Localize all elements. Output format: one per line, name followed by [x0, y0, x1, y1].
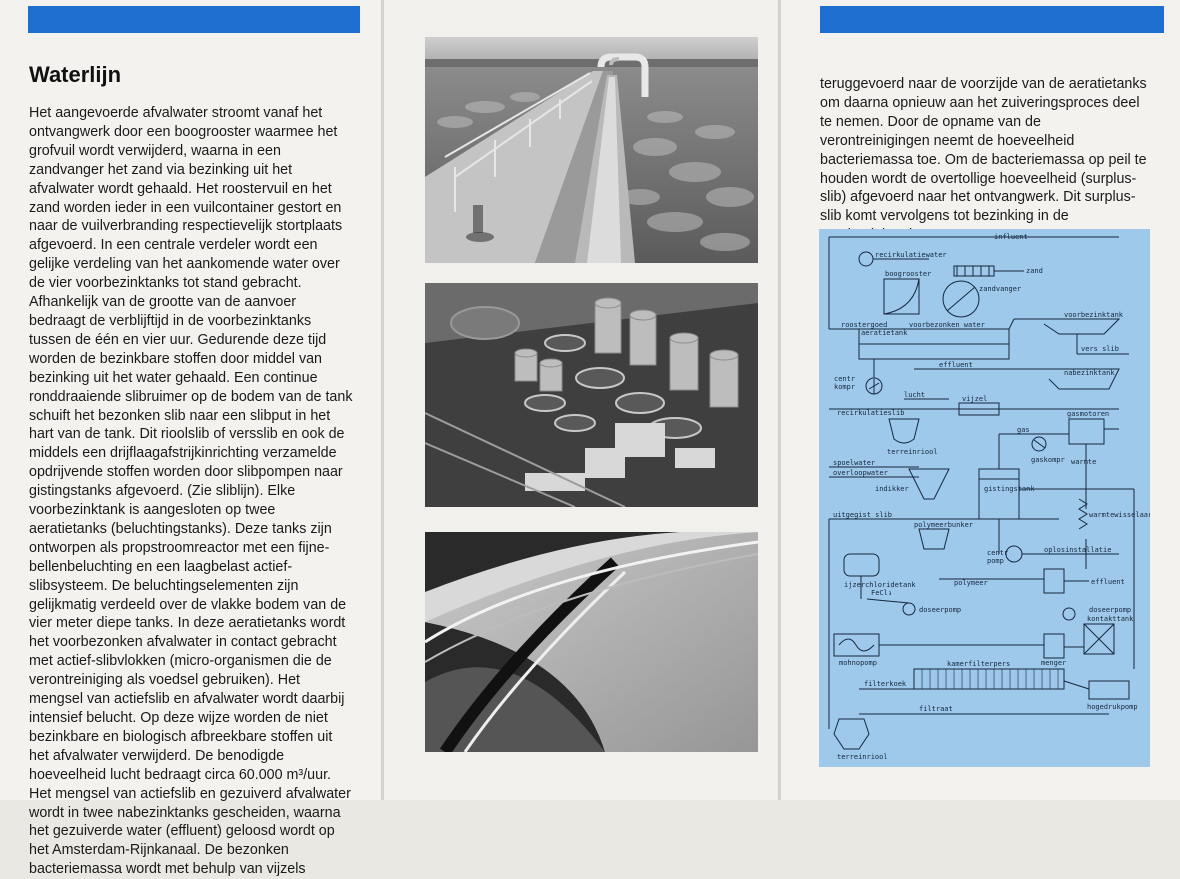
label-gas: gas [1017, 426, 1030, 434]
label-terreinriool2: terreinriool [837, 753, 888, 761]
label-kamerfilterpers: kamerfilterpers [947, 660, 1011, 668]
label-influent: influent [994, 233, 1028, 241]
left-panel [0, 0, 382, 878]
label-mohnopomp: mohnopomp [839, 659, 877, 667]
label-roostergoed: roostergoed [841, 321, 888, 329]
label-warmte: warmte [1071, 458, 1097, 466]
label-recirkulatieslib: recirkulatieslib [837, 409, 905, 417]
label-indikker: indikker [875, 485, 909, 493]
label-nabezinktank: nabezinktank [1064, 369, 1115, 377]
label-doseerpomp1: doseerpomp [919, 606, 962, 614]
label-effluent2: effluent [1091, 578, 1125, 586]
label-hogedrukpomp: hogedrukpomp [1087, 703, 1138, 711]
page-title: Waterlijn [29, 62, 122, 87]
label-centr-pomp: centr pomp [987, 549, 1009, 565]
label-gasmotoren: gasmotoren [1067, 410, 1110, 418]
label-warmtewisselaar: warmtewisselaar [1089, 511, 1150, 519]
label-polymeer: polymeer [954, 579, 988, 587]
label-aeratietank: aeratietank [861, 329, 908, 337]
label-centr-kompr: centr kompr [834, 375, 856, 391]
accent-bar [820, 6, 1164, 33]
label-recirkulatiewater: recirkulatiewater [875, 251, 947, 259]
body-text-right: teruggevoerd naar de voorzijde van de aeratietanks om daarna opnieuw aan het zuiveringsproces deel te nemen. Door de opname van de verontreinigingen neemt de hoeveelheid bacteriemassa toe. Om de bacteriemassa op peil te houden wordt de overtollige hoeveelheid (surplus- slib) afgevoerd naar het ontvangwerk. Dit surplus- slib komt vervolgens tot bezinking in de [820, 76, 1147, 225]
label-voorbezinktank: voorbezinktank [1064, 311, 1124, 319]
label-gaskompr: gaskompr [1031, 456, 1065, 464]
process-flow-diagram [819, 229, 1150, 767]
label-gistingstank: gistingstank [984, 485, 1035, 493]
label-ijzerchloridetank: ijzerchloridetank [844, 581, 916, 589]
photo-aerial-plant [425, 283, 758, 507]
photo-weir [425, 532, 758, 752]
label-filterkoek: filterkoek [864, 680, 907, 688]
label-vers-slib: vers slib [1081, 345, 1119, 353]
label-fecl3: FeCl₃ [871, 589, 893, 597]
label-menger: menger [1041, 659, 1067, 667]
photo-aeration-tanks [425, 37, 758, 263]
label-vijzel: vijzel [962, 395, 988, 403]
label-doseerpomp2: doseerpomp [1089, 606, 1132, 614]
label-oplosinstallatie: oplosinstallatie [1044, 546, 1112, 554]
label-effluent: effluent [939, 361, 973, 369]
label-filtraat: filtraat [919, 705, 953, 713]
label-zand: zand [1026, 267, 1043, 275]
label-uitgegist-slib: uitgegist slib [833, 511, 893, 519]
label-lucht: lucht [904, 391, 926, 399]
accent-bar [28, 6, 360, 33]
label-terreinriool: terreinriool [887, 448, 938, 456]
label-zandvanger: zandvanger [979, 285, 1022, 293]
label-polymeerbunker: polymeerbunker [914, 521, 974, 529]
body-text-left: Het aangevoerde afvalwater stroomt vanaf het ontvangwerk door een boogrooster waarmee het grofvuil wordt verwijderd, waarna in een zandvanger het zand via bezinking uit het afvalwater wordt gehaald. Het roostervuil en het zand worden ieder in een vuilcontainer gestort en naar de vuilverbranding respectievelijk stortplaats afgevoerd. In een centrale verdeler wordt een gelijke verdeling van het aankomende water over de vier voorbezinktanks tot stand gebracht. Afhankelijk van de grootte van de aanvoer bedraagt de verblijftijd in de voorbezinktanks tussen de één en vier uur. Gedurende deze tijd worden de bezinkbare stoffen door middel van bezinking uit het water gehaald. Een continue ronddraaiende slibruimer op de bodem van de tank schuift het bezonken slib naar een slibput in het hart van de tank. Dit rioolslib of versslib en ook de middels een drijflaagafstrijkinrichting verzamelde opdrijvende stoffen worden door slibpompen naar gistingstanks afgevoerd. (Zie sliblijn). Elke voorbezinktank is aangesloten op twee aeratietanks (beluchtingstanks). Deze tanks zijn ontworpen als propstroomreactor met een fijne- bellenbeluchting en een laagbelast actief- slibsysteem. De beluchtingselementen zijn gelijkmatig verdeeld over de vlakke bodem van de vier meter diepe tanks. In deze aeratietanks wordt het voorbezonken afvalwater in contact gebracht met actief-slibvlokken (micro-organismen die de verontreiniging als voedsel gebruiken). Het mengsel van actiefslib en afvalwater wordt daarbij intensief belucht. Op deze wijze worden de niet bezinkbare en biologisch afbreekbare stoffen uit het afvalwater verwijderd. De benodigde hoeveelheid lucht bedraagt circa 60.000 m³/uur. Het mengsel van actiefslib en gezuiverd afvalwater wordt in twee nabezinktanks gescheiden, waarna het gezuiverde water (effluent) geloosd wordt op het Amsterdam-Rijnkanaal. De bezonken bacteriemassa wordt met behulp van vijzels [29, 105, 353, 878]
label-kontakttank: kontakttank [1087, 615, 1134, 623]
middle-panel [384, 0, 778, 800]
label-overloopwater: overloopwater [833, 469, 888, 477]
label-voorbezonken-water: voorbezonken water [909, 321, 985, 329]
label-spoelwater: spoelwater [833, 459, 876, 467]
label-boogrooster: boogrooster [885, 270, 932, 278]
